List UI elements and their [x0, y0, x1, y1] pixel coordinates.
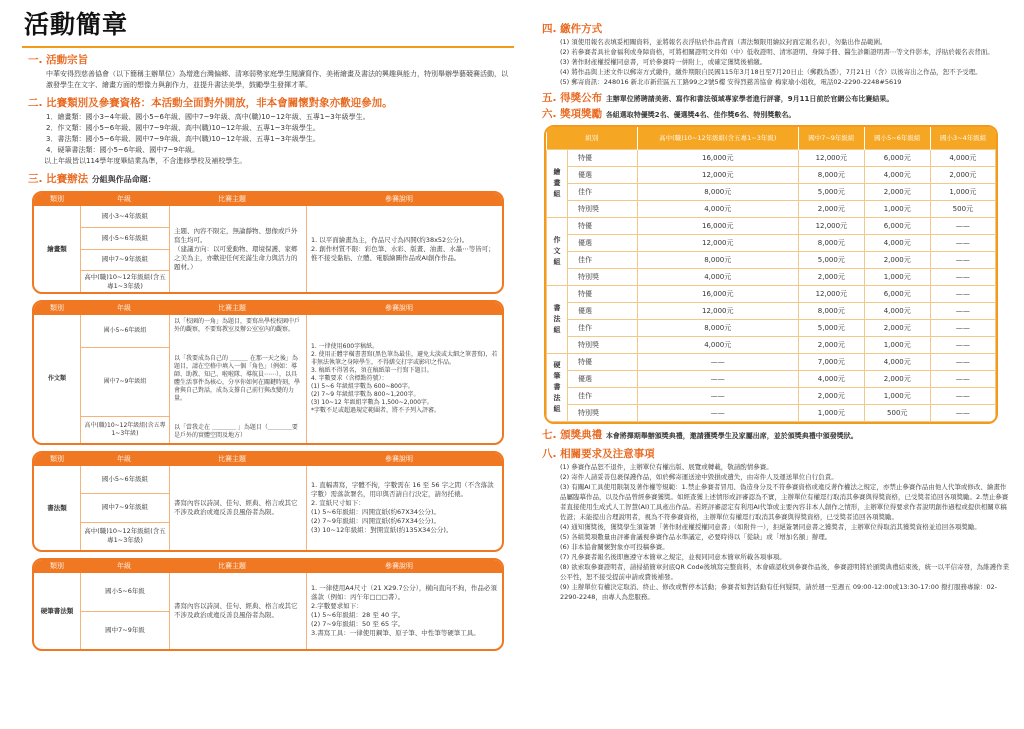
section-7-heading [542, 428, 1010, 443]
spec-text: 3.書寫工具：一律使用鋼筆、原子筆、中性筆等硬筆工具。 [311, 629, 480, 637]
submission-line: (4) 將作品與上述文件以郵寄方式繳件，繳件期限自民國115年3月18日至7月20日止（郵戳為憑），7月21日（含）以後寄出之作品，恕不予受理。 [560, 68, 982, 76]
prize-row [547, 320, 996, 337]
category-cell: 書法類 [34, 466, 81, 550]
prize-amount: 6,000元 [864, 150, 930, 167]
section-5-text: 主辦單位將聘請美術、寫作和書法領域專家學者進行評審，9月11日前於官網公布比賽結果。 [605, 95, 894, 103]
prize-amount: —— [930, 337, 995, 354]
prize-amount: —— [930, 218, 995, 235]
prize-amount: —— [930, 235, 995, 252]
spec-text: 3. 稿紙不得署名，須在稿紙第一行寫下題目。 [311, 367, 433, 374]
spec-text: 2. 創作材質不限：彩色筆、水彩、版畫、油畫、水墨⋯等皆可；惟不接受黏貼、立體、電腦繪圖作品或AI創作作品。 [311, 244, 495, 262]
spec-text: 2. 宣紙尺寸如下： [311, 499, 365, 507]
prize-amount: 1,000元 [864, 201, 930, 218]
col-spec: 參賽說明 [385, 455, 413, 463]
prize-group: 硬 筆 書 法 組 [547, 354, 568, 422]
col-grade: 年級 [117, 562, 131, 570]
prize-amount: —— [930, 354, 995, 371]
prize-row [547, 184, 996, 201]
prize-col-header: 國小3~4年級組 [930, 127, 995, 150]
note-item: (4) 通知獲獎後，獲獎學生須簽署「著作財產權授權同意書」（如附件一），拒絕簽署同意書之獲獎者，主辦單位得取消其獲獎資格並追回各項獎勵。 [560, 523, 981, 531]
prize-amount: 4,000元 [637, 337, 798, 354]
prize-amount: 12,000元 [637, 235, 798, 252]
note-item: (5) 各組獎項數量由評審會議視參賽作品水準議定，必要時得以「從缺」或「增加名額」辦理。 [560, 533, 832, 541]
prize-amount: 2,000元 [798, 337, 864, 354]
prize-amount: 8,000元 [798, 303, 864, 320]
prize-amount: 2,000元 [930, 167, 995, 184]
spec-text: *字數不足或超過規定範圍者，將不予列入評審。 [311, 407, 441, 414]
prize-amount: 8,000元 [637, 252, 798, 269]
prize-row [547, 218, 996, 235]
notes-list [542, 462, 1010, 602]
prize-col-header: 組別 [547, 127, 638, 150]
section-5-title: 五. 得獎公布 [542, 92, 603, 104]
prize-amount: —— [930, 405, 995, 422]
submission-line: (2) 若參賽者具社會福利或身障資格，可將相關證明文件如（中）低收證明、清寒證明、身障手冊、醫生診斷證明書⋯等文件影本，浮貼於報名表背面。 [560, 48, 994, 56]
col-theme: 比賽主題 [218, 304, 246, 312]
spec-text: (1) 5~6 年級組字數為 600~800字。 [311, 383, 414, 390]
prize-row [547, 235, 996, 252]
spec-text: (2) 7~9年級組：四開宣紙(約67X34公分)。 [311, 517, 441, 525]
theme-text: 主題、內容不限定，無論靜物、想像或戶外寫生均可。 [174, 226, 298, 244]
rules-table-calligraphy [32, 451, 504, 552]
prize-rank: 特別獎 [568, 405, 638, 422]
col-grade: 年級 [117, 455, 131, 463]
category-line: 2．作文類：國小5~6年級、國中7~9年級、高中(職)10~12年級、五專1~3年級學生。 [46, 124, 320, 132]
prize-group: 作 文 組 [547, 218, 568, 286]
prize-amount: 4,000元 [864, 235, 930, 252]
section-8-heading: 八. 相關要求及注意事項 [542, 448, 655, 460]
prize-amount: —— [930, 286, 995, 303]
prize-amount: 6,000元 [864, 218, 930, 235]
prize-amount: 2,000元 [864, 252, 930, 269]
grade-cell: 國小5~6年級 [81, 573, 169, 612]
section-7-title: 七. 頒獎典禮 [542, 429, 603, 441]
prize-rank: 佳作 [568, 252, 638, 269]
prize-amount: 2,000元 [864, 371, 930, 388]
prize-amount: 5,000元 [798, 184, 864, 201]
prize-rank: 特別獎 [568, 269, 638, 286]
title-underline [22, 46, 514, 48]
col-theme: 比賽主題 [218, 562, 246, 570]
eligibility-note: 以上年級皆以114學年度畢結業為準，不含進修學校及補校學生。 [44, 157, 247, 165]
section-1-text: 中華安得烈慈善協會（以下簡稱主辦單位）為增進台灣偏鄉、清寒弱勢家庭學生閱讀寫作、美術繪畫及書法的興趣與能力，特別舉辦學藝競賽活動，以激發學生在文字、繪畫方面的想像力與創作力，並提升書法美學，鼓勵學生發揮才華。 [46, 70, 508, 89]
spec-text: (3) 10~12年級組：對開宣紙(約135X34公分)。 [311, 526, 453, 534]
prize-amount: 2,000元 [864, 320, 930, 337]
grade-cell: 高中(職)10~12年級組(含五專1~3年級) [81, 417, 169, 443]
col-theme: 比賽主題 [218, 195, 246, 203]
page-title: 活動簡章 [24, 10, 129, 39]
rules-table-painting [32, 191, 504, 294]
prize-amount: 1,000元 [930, 184, 995, 201]
section-5-heading [542, 91, 1010, 106]
prize-rank: 優選 [568, 235, 638, 252]
prize-amount: 6,000元 [864, 286, 930, 303]
section-6-title: 六. 獎項獎勵 [542, 108, 603, 120]
prize-amount: 12,000元 [637, 167, 798, 184]
section-1-heading: 一. 活動宗旨 [28, 54, 89, 66]
left-column [22, 8, 512, 657]
prize-row [547, 150, 996, 167]
prize-amount: 4,000元 [637, 201, 798, 218]
prize-rank: 特優 [568, 218, 638, 235]
prize-rank: 特別獎 [568, 337, 638, 354]
prize-amount: 2,000元 [798, 201, 864, 218]
prize-rank: 優選 [568, 371, 638, 388]
category-line: 3．書法類：國小5~6年級、國中7~9年級、高中(職)10~12年級、五專1~3年級學生。 [46, 135, 320, 143]
prize-col-header: 國中7~9年級組 [798, 127, 864, 150]
prize-amount: —— [930, 371, 995, 388]
grade-cell: 高中(職)10~12年級組(含五專1~3年級) [81, 523, 169, 550]
note-item: (8) 欲索取參賽證明者，請掃描簡章封底QR Code後填寫完整資料，本會確認收到參賽作品後，參賽證明將於頒獎典禮結束後，統一以平信寄發，為維護作業公平性，恕不接受提前申請或費後補發。 [560, 563, 1010, 581]
prize-amount: 4,000元 [798, 371, 864, 388]
prize-rank: 優選 [568, 167, 638, 184]
prize-row [547, 167, 996, 184]
note-item: (7) 凡參賽者報名後即應遵守本簡章之規定，並視同同意本簡章所載各項事項。 [560, 553, 786, 561]
grade-cell: 國中7~9年級組 [81, 250, 169, 272]
note-item: (9) 主辦單位有權決定取消、終止、修改或暫停本活動；參賽者如對活動有任何疑問，請於週一至週五 09:00-12:00或13:30-17:00 撥打服務專線：02-2290-2248，由專人為您服務。 [560, 583, 998, 601]
spec-text: 4. 字數要求（含標點符號）： [311, 375, 388, 382]
prize-amount: 12,000元 [798, 150, 864, 167]
spec-text: 2.字數要求如下： [311, 602, 363, 610]
prize-row [547, 371, 996, 388]
category-cell: 繪畫類 [34, 206, 81, 292]
section-7-text: 本會將擇期舉辦頒獎典禮，邀請獲獎學生及家屬出席，並於頒獎典禮中頒發獎狀。 [605, 432, 858, 440]
prize-amount: 4,000元 [930, 150, 995, 167]
prize-row [547, 201, 996, 218]
spec-text: (1) 5~6年級組：四開宣紙(約67X34公分)。 [311, 508, 441, 516]
prize-amount: —— [930, 320, 995, 337]
category-cell: 硬筆書法類 [34, 573, 81, 649]
prize-amount: 16,000元 [637, 218, 798, 235]
right-column [542, 18, 1010, 602]
prize-amount: —— [930, 388, 995, 405]
prize-amount: 1,000元 [864, 388, 930, 405]
grade-cell: 國小5~6年級組 [81, 228, 169, 250]
prize-amount: 2,000元 [798, 388, 864, 405]
prize-rank: 佳作 [568, 320, 638, 337]
submission-line: (5) 郵寄資訊：248016 新北市新莊區五工路99之2號5樓 安得烈慈善協會 梅家瑜小姐收，電話02-2290-2248#5619 [560, 78, 902, 86]
prize-rank: 佳作 [568, 184, 638, 201]
submission-line: (3) 著作財產權授權同意書，可於參賽時一併附上，或確定獲獎後補繳。 [560, 58, 767, 66]
prize-col-header: 國小5~6年級組 [864, 127, 930, 150]
section-3-title: 三. 比賽辦法 [28, 173, 89, 185]
prize-amount: 7,000元 [798, 354, 864, 371]
col-category: 類別 [50, 304, 64, 312]
col-spec: 參賽說明 [385, 304, 413, 312]
prize-amount: 4,000元 [864, 167, 930, 184]
prize-amount: 8,000元 [798, 167, 864, 184]
prize-amount: 12,000元 [798, 286, 864, 303]
prize-amount: 500元 [864, 405, 930, 422]
spec-text: (3) 10~12 年級組字數為 1,500~2,000字。 [311, 399, 433, 406]
section-2-highlight: 本活動全面對外開放，非本會關懷對象亦歡迎參加。 [151, 97, 393, 109]
prize-amount: 1,000元 [798, 405, 864, 422]
prize-amount: 16,000元 [637, 286, 798, 303]
prize-amount: 12,000元 [637, 303, 798, 320]
grade-cell: 國小3~4年級組 [81, 206, 169, 228]
grade-cell: 國小5~6年級組 [81, 466, 169, 494]
prize-amount: 4,000元 [864, 303, 930, 320]
theme-text: 以「校園的一角」為題目，要寫出學校校園中戶外的觀察，不要寫教室及辦公室室內的觀察。 [174, 318, 301, 333]
grade-cell: 國中7~9年級 [81, 612, 169, 650]
prize-row [547, 286, 996, 303]
spec-text: 1. 一律使用600字稿紙。 [311, 343, 379, 350]
submission-line: (1) 須使用報名表填妥相關資料，並將報名表浮貼於作品背面（書法類限用繪紋封面定報名表），勿黏出作品範圍。 [560, 38, 887, 46]
spec-text: (1) 5~6年級組：28 至 40 字。 [311, 611, 405, 619]
prize-group: 繪 畫 組 [547, 150, 568, 218]
prize-row [547, 303, 996, 320]
prize-amount: —— [930, 269, 995, 286]
section-6-text: 各組選取特優獎2名、優選獎4名、佳作獎6名、特別獎數名。 [605, 111, 796, 119]
prize-amount: 1,000元 [864, 269, 930, 286]
note-item: (2) 寄件人請妥善包裹保護作品，如於郵寄運送途中毀損或遺失，由寄件人及運送單位自行負責。 [560, 473, 838, 481]
grade-cell: 國中7~9年級組 [81, 494, 169, 522]
prize-row [547, 354, 996, 371]
grade-cell: 國小5~6年級組 [81, 315, 169, 348]
prize-group: 書 法 組 [547, 286, 568, 354]
prize-amount: 2,000元 [864, 184, 930, 201]
prize-amount: 8,000元 [637, 184, 798, 201]
theme-text: 以「當我走在 ＿＿＿＿ 」為題目（＿＿＿＿要是戶外的實體空間及地方） [174, 424, 298, 439]
rules-table-essay [32, 300, 504, 445]
prize-row [547, 252, 996, 269]
col-grade: 年級 [117, 304, 131, 312]
prize-amount: —— [637, 371, 798, 388]
prize-amount: —— [637, 405, 798, 422]
prize-amount: 12,000元 [798, 218, 864, 235]
prize-rank: 特優 [568, 354, 638, 371]
category-cell: 作文類 [34, 315, 81, 443]
spec-text: 1. 以平面繪畫為主，作品尺寸為四開(約38x52公分)。 [311, 235, 469, 244]
category-line: 4．硬筆書法類：國小5~6年級、國中7~9年級。 [46, 146, 199, 154]
prize-rank: 佳作 [568, 388, 638, 405]
prize-rank: 特優 [568, 286, 638, 303]
note-item: (3) 有關AI工具使用限制及著作權等規範：1.禁止參賽者冒用、偽造身分及不符參賽資格或違反著作權法之規定，亦禁止參賽作品由他人代筆或修改、繪畫作品屬臨摹作品，以及作品曾經參賽獲獎。如經查獲上述情形或評審認為不實，主辦單位有權逕行取消其參賽與得獎資格，已受獎者追回各項獎勵。2.禁止參賽者直接使用生成式人工智慧(AI)工具產出作品。若經評審認定有利用AI代筆或主要內容非本人創作之情形，主辦單位得要求作者說明創作過程或提供相關草稿佐證；未能提出合理說明者，視為不符參賽資格，主辦單位有權逕行取消其參賽與得獎資格，已受獎者追回各項獎勵。 [560, 483, 1009, 521]
prize-rank: 特優 [568, 150, 638, 167]
category-line: 1．繪畫類：國小3~4年級、國小5~6年級、國中7~9年級、高中(職)10~12年級、五專1~3年級學生。 [46, 113, 370, 121]
prize-table [544, 125, 998, 424]
section-2-title: 二. 比賽類別及參賽資格： [28, 97, 152, 109]
prize-amount: 4,000元 [637, 269, 798, 286]
theme-text: 以「我要成為自己的 ＿＿＿ 在那一天之後」為題目，請在空格中填入一個「角色」（例如：導師、助教、知己、啦啦隊、導航員⋯⋯），以具體生活事件為核心，分享你如何在關鍵時刻，學會與自己對話，成為支撐自己前行與改變的力量。 [174, 355, 301, 402]
col-grade: 年級 [117, 195, 131, 203]
prize-amount: —— [930, 303, 995, 320]
section-2-heading [28, 96, 512, 110]
section-3-sub: 分組與作品命題： [91, 175, 156, 184]
spec-text: 1. 一律使用A4尺寸（21 X29.7公分），橫向直向不拘，作品必須落款（例如：丙午年□□□書）。 [311, 584, 497, 601]
prize-row [547, 388, 996, 405]
spec-text: (2) 7~9年級組：50 至 65 字。 [311, 620, 405, 628]
theme-text: 書寫內容以詩詞、佳句、經典、格言或其它不涉及政治或違反善良風俗者為限。 [174, 499, 298, 516]
spec-text: 2. 使用正體字橫書書寫(黑色筆為最佳，避免太淡或太細之筆書寫)，若非無法執筆之身障學生，不得繕交打字或影印之作品。 [311, 351, 498, 366]
prize-rank: 優選 [568, 303, 638, 320]
prize-amount: 1,000元 [864, 337, 930, 354]
spec-text: 1. 直幅書寫，字體不拘，字數需在 16 至 56 字之間（不含落款字數）需落款署名，用印與否請自行決定，請勿托裱。 [311, 481, 494, 498]
prize-row [547, 337, 996, 354]
prize-amount: 5,000元 [798, 320, 864, 337]
prize-amount: 500元 [930, 201, 995, 218]
prize-amount: 4,000元 [864, 354, 930, 371]
section-4-heading: 四. 繳件方式 [542, 23, 603, 35]
prize-row [547, 405, 996, 422]
prize-amount: 8,000元 [637, 320, 798, 337]
section-3-heading [28, 172, 512, 187]
prize-amount: —— [637, 388, 798, 405]
prize-amount: 2,000元 [798, 269, 864, 286]
theme-text: （建議方向：以可愛動物、環境保護、家鄉之美為主，亦歡迎任何充滿生命力與活力的題材。） [174, 244, 298, 271]
prize-amount: 16,000元 [637, 150, 798, 167]
rules-table-hardpen [32, 558, 504, 651]
note-item: (6) 非本協會關懷對象亦可投稿參賽。 [560, 543, 669, 551]
prize-amount: —— [637, 354, 798, 371]
prize-col-header: 高中(職)10~12年級組(含五專1~3年級) [637, 127, 798, 150]
section-6-heading [542, 107, 1010, 122]
prize-row [547, 269, 996, 286]
col-category: 類別 [50, 195, 64, 203]
col-spec: 參賽說明 [385, 562, 413, 570]
prize-amount: —— [930, 252, 995, 269]
prize-rank: 特別獎 [568, 201, 638, 218]
col-theme: 比賽主題 [218, 455, 246, 463]
prize-amount: 5,000元 [798, 252, 864, 269]
col-category: 類別 [50, 455, 64, 463]
spec-text: (2) 7~9 年級組字數為 800~1,200字。 [311, 391, 420, 398]
grade-cell: 高中(職)10~12年級組(含五專1~3年級) [81, 271, 169, 292]
grade-cell: 國中7~9年級組 [81, 348, 169, 418]
note-item: (1) 參賽作品恕不退件，主辦單位有權出版、展覽或轉載，敬請酌情參賽。 [560, 463, 773, 471]
theme-text: 書寫內容以詩詞、佳句、經典、格言或其它不涉及政治或違反善良風俗者為限。 [174, 602, 298, 619]
col-category: 類別 [50, 562, 64, 570]
prize-amount: 8,000元 [798, 235, 864, 252]
col-spec: 參賽說明 [385, 195, 413, 203]
